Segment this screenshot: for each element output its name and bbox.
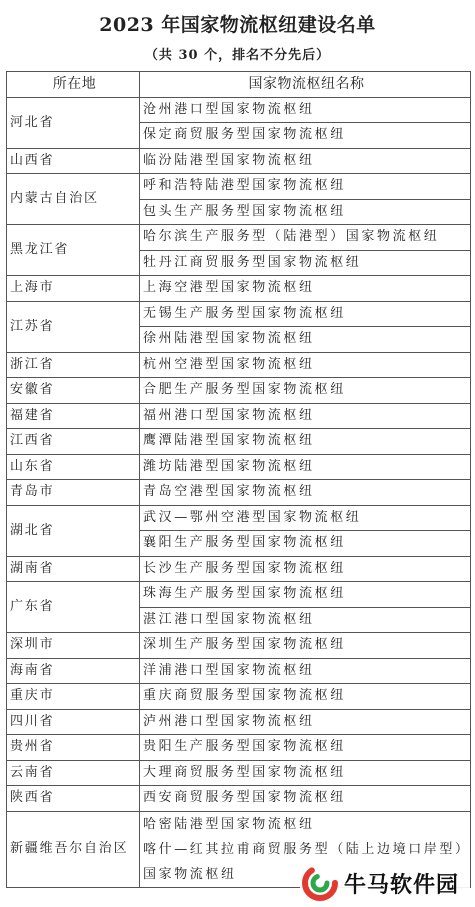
hub-cell: 沧州港口型国家物流枢纽 xyxy=(140,97,471,123)
location-cell: 云南省 xyxy=(7,760,140,786)
location-cell: 福建省 xyxy=(7,403,140,429)
location-cell: 陕西省 xyxy=(7,786,140,812)
location-cell: 黑龙江省 xyxy=(7,225,140,276)
hub-cell: 贵阳生产服务型国家物流枢纽 xyxy=(140,735,471,761)
hub-name: 喀什—红其拉甫商贸服务型（陆上边境口岸型）国家物流枢纽 xyxy=(143,841,465,882)
hub-cell: 湛江港口型国家物流枢纽 xyxy=(140,607,471,633)
hub-cell: 大理商贸服务型国家物流枢纽 xyxy=(140,760,471,786)
hub-cell: 青岛空港型国家物流枢纽 xyxy=(140,480,471,506)
hub-cell: 包头生产服务型国家物流枢纽 xyxy=(140,199,471,225)
hub-cell: 洋浦港口型国家物流枢纽 xyxy=(140,658,471,684)
table-row xyxy=(7,709,471,735)
table-row xyxy=(7,505,471,531)
watermark-logo xyxy=(300,862,470,904)
hub-cell: 无锡生产服务型国家物流枢纽 xyxy=(140,301,471,327)
location-cell: 江苏省 xyxy=(7,301,140,352)
location-cell: 浙江省 xyxy=(7,352,140,378)
table-header-row xyxy=(7,72,471,98)
table-row xyxy=(7,684,471,710)
document-title: 2023 年国家物流枢纽建设名单 xyxy=(99,14,376,36)
hub-cell: 杭州空港型国家物流枢纽 xyxy=(140,352,471,378)
hub-cell: 呼和浩特陆港型国家物流枢纽 xyxy=(140,174,471,200)
location-cell: 广东省 xyxy=(7,582,140,633)
table-row xyxy=(7,225,471,251)
table-row xyxy=(7,148,471,174)
table-row xyxy=(7,786,471,812)
location-cell: 贵州省 xyxy=(7,735,140,761)
location-cell: 山西省 xyxy=(7,148,140,174)
table-row xyxy=(7,429,471,455)
table-row xyxy=(7,276,471,302)
hub-cell: 潍坊陆港型国家物流枢纽 xyxy=(140,454,471,480)
table-row xyxy=(7,301,471,327)
hub-cell: 合肥生产服务型国家物流枢纽 xyxy=(140,378,471,404)
table-row xyxy=(7,658,471,684)
table-row xyxy=(7,760,471,786)
location-cell: 江西省 xyxy=(7,429,140,455)
location-cell: 青岛市 xyxy=(7,480,140,506)
location-cell: 内蒙古自治区 xyxy=(7,174,140,225)
location-cell: 河北省 xyxy=(7,97,140,148)
watermark-text: 牛马软件园 xyxy=(344,872,460,898)
document-subtitle: （共 30 个，排名不分先后） xyxy=(144,48,331,63)
table-row xyxy=(7,480,471,506)
hub-cell: 上海空港型国家物流枢纽 xyxy=(140,276,471,302)
hub-cell: 保定商贸服务型国家物流枢纽 xyxy=(140,123,471,149)
location-cell: 安徽省 xyxy=(7,378,140,404)
hub-cell: 临汾陆港型国家物流枢纽 xyxy=(140,148,471,174)
location-cell: 重庆市 xyxy=(7,684,140,710)
hub-cell: 福州港口型国家物流枢纽 xyxy=(140,403,471,429)
table-row xyxy=(7,454,471,480)
hub-cell: 武汉—鄂州空港型国家物流枢纽 xyxy=(140,505,471,531)
table-row xyxy=(7,378,471,404)
location-cell: 上海市 xyxy=(7,276,140,302)
hub-cell: 重庆商贸服务型国家物流枢纽 xyxy=(140,684,471,710)
hub-cell: 西安商贸服务型国家物流枢纽 xyxy=(140,786,471,812)
hub-cell: 珠海生产服务型国家物流枢纽 xyxy=(140,582,471,608)
hub-cell: 哈尔滨生产服务型（陆港型）国家物流枢纽 xyxy=(140,225,471,251)
hub-list-table xyxy=(6,71,471,888)
location-cell: 湖北省 xyxy=(7,505,140,556)
table-row xyxy=(7,556,471,582)
location-cell: 新疆维吾尔自治区 xyxy=(7,811,140,887)
hub-cell: 鹰潭陆港型国家物流枢纽 xyxy=(140,429,471,455)
table-row xyxy=(7,403,471,429)
logo-swirl-icon xyxy=(302,865,338,901)
table-body xyxy=(7,97,471,887)
hub-cell: 泸州港口型国家物流枢纽 xyxy=(140,709,471,735)
header-hub-name: 国家物流枢纽名称 xyxy=(140,72,471,98)
location-cell: 海南省 xyxy=(7,658,140,684)
hub-cell: 襄阳生产服务型国家物流枢纽 xyxy=(140,531,471,557)
header-location: 所在地 xyxy=(7,72,140,98)
hub-cell: 长沙生产服务型国家物流枢纽 xyxy=(140,556,471,582)
table-row xyxy=(7,633,471,659)
table-row xyxy=(7,352,471,378)
hub-name: 哈密陆港型国家物流枢纽 xyxy=(143,816,315,832)
hub-cell: 牡丹江商贸服务型国家物流枢纽 xyxy=(140,250,471,276)
table-row xyxy=(7,735,471,761)
hub-cell: 徐州陆港型国家物流枢纽 xyxy=(140,327,471,353)
location-cell: 四川省 xyxy=(7,709,140,735)
hub-cell: 深圳生产服务型国家物流枢纽 xyxy=(140,633,471,659)
table-row xyxy=(7,174,471,200)
location-cell: 深圳市 xyxy=(7,633,140,659)
location-cell: 山东省 xyxy=(7,454,140,480)
table-row xyxy=(7,582,471,608)
location-cell: 湖南省 xyxy=(7,556,140,582)
table-row xyxy=(7,97,471,123)
